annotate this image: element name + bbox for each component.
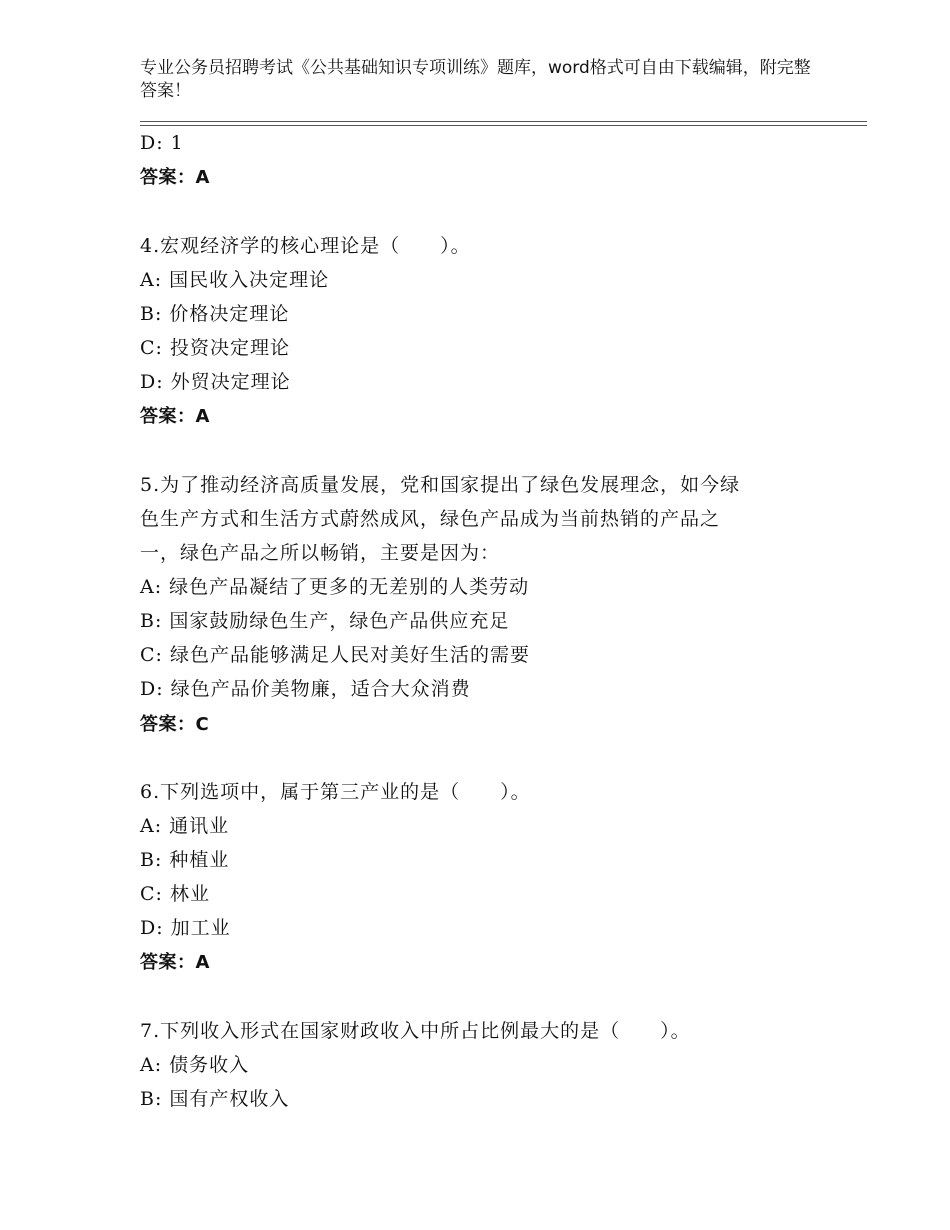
q5-answer: 答案：C: [140, 714, 210, 735]
q7-stem: 7.下列收入形式在国家财政收入中所占比例最大的是（ ）。: [140, 1020, 691, 1042]
q5-stem-line-2: 色生产方式和生活方式蔚然成风，绿色产品成为当前热销的产品之: [140, 508, 721, 530]
q6-option-a: A: 通讯业: [140, 815, 230, 837]
q7-option-a: A: 债务收入: [140, 1054, 250, 1076]
q5-option-a: A: 绿色产品凝结了更多的无差别的人类劳动: [140, 576, 530, 598]
q5-stem-line-3: 一，绿色产品之所以畅销，主要是因为：: [140, 542, 501, 564]
q4-option-b: B: 价格决定理论: [140, 303, 290, 325]
q3-option-d: D: 1: [140, 132, 184, 154]
header-divider: [140, 121, 867, 126]
q6-answer: 答案：A: [140, 952, 210, 973]
q5-option-c: C: 绿色产品能够满足人民对美好生活的需要: [140, 644, 530, 666]
q6-option-d: D: 加工业: [140, 917, 231, 939]
q5-option-b: B: 国家鼓励绿色生产，绿色产品供应充足: [140, 610, 510, 632]
q4-stem: 4.宏观经济学的核心理论是（ ）。: [140, 235, 471, 257]
q3-answer: 答案：A: [140, 167, 210, 188]
q7-option-b: B: 国有产权收入: [140, 1088, 290, 1110]
q6-option-b: B: 种植业: [140, 849, 230, 871]
q4-option-d: D: 外贸决定理论: [140, 371, 291, 393]
q6-option-c: C: 林业: [140, 883, 210, 905]
q5-option-d: D: 绿色产品价美物廉，适合大众消费: [140, 678, 471, 700]
q4-answer: 答案：A: [140, 406, 210, 427]
q6-stem: 6.下列选项中，属于第三产业的是（ ）。: [140, 781, 531, 803]
q5-stem-line-1: 5.为了推动经济高质量发展，党和国家提出了绿色发展理念，如今绿: [140, 474, 741, 496]
q4-option-c: C: 投资决定理论: [140, 337, 290, 359]
document-header: 专业公务员招聘考试《公共基础知识专项训练》题库，word格式可自由下载编辑，附完整答案！: [140, 58, 811, 101]
q4-option-a: A: 国民收入决定理论: [140, 269, 330, 291]
